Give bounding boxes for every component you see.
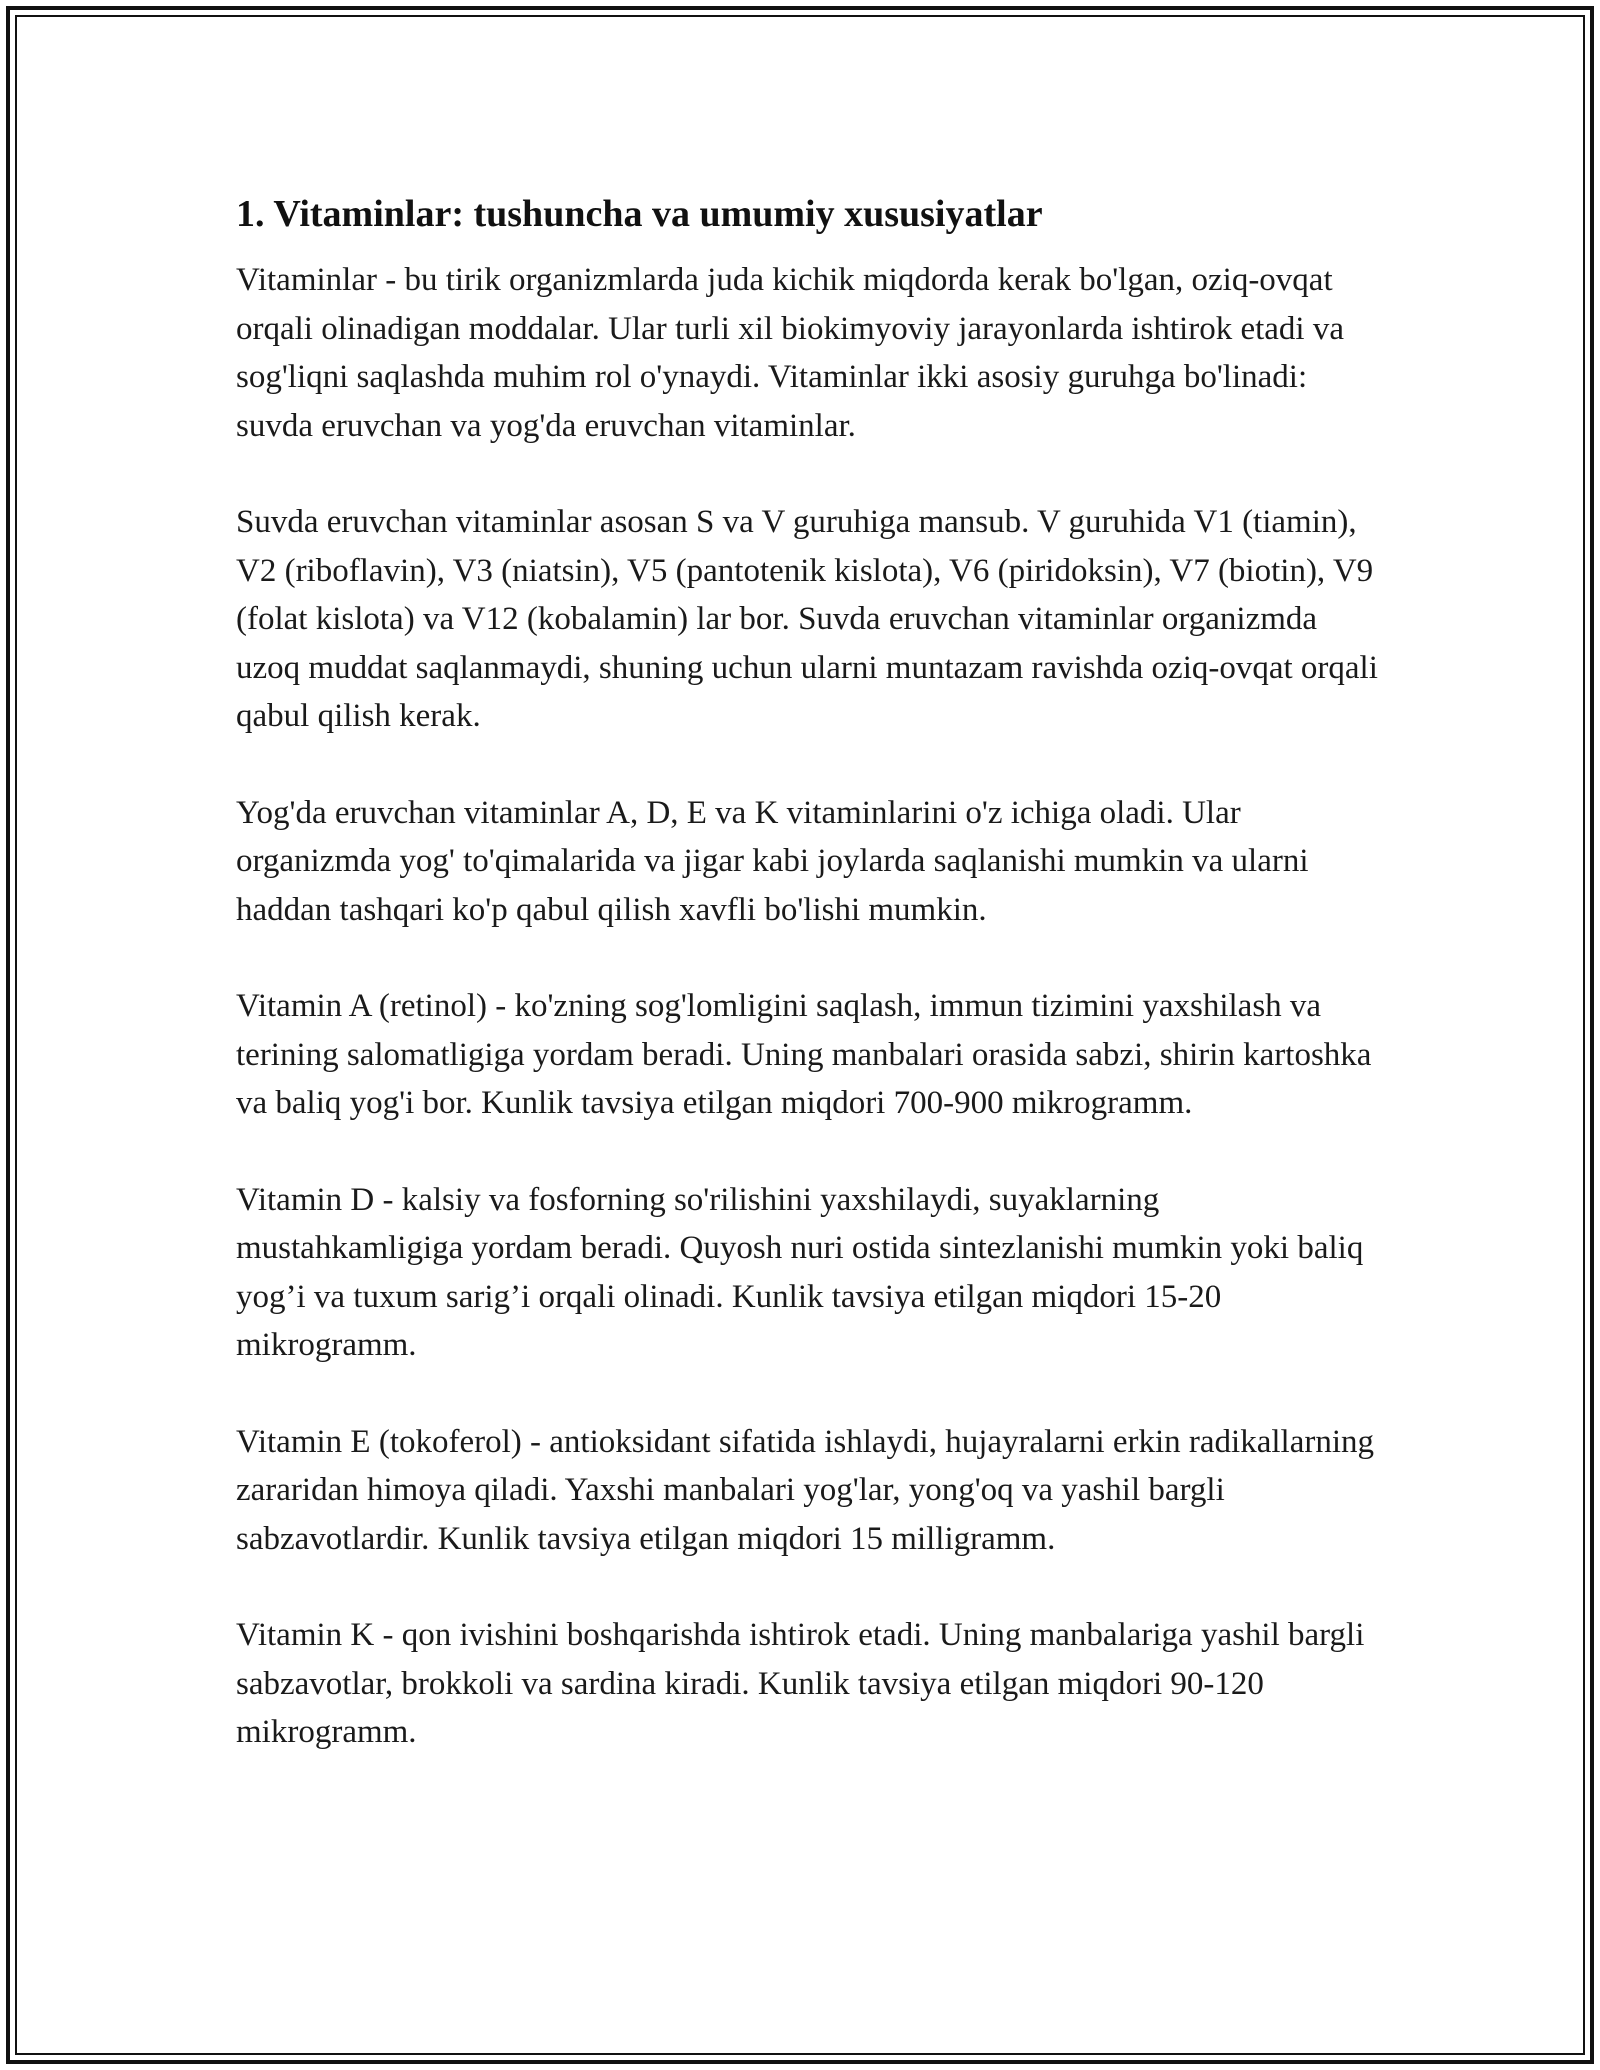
paragraph-vitamin-d: Vitamin D - kalsiy va fosforning so'rilishini yaxshilaydi, suyaklarning mustahkamligiga yordam beradi. Quyosh nuri ostida sintezlanishi mumkin yoki baliq yog’i va tuxum sarig’i orqali olinadi. Kunlik tavsiya etilgan miqdori 15-20 mikrogramm. (236, 1181, 1364, 1363)
paragraph-vitamin-a: Vitamin A (retinol) - ko'zning sog'lomligini saqlash, immun tizimini yaxshilash va terining salomatligiga yordam beradi. Uning manbalari orasida sabzi, shirin kartoshka va baliq yog'i bor. Kunlik tavsiya etilgan miqdori 700-900 mikrogramm. (236, 988, 1372, 1121)
section-heading: 1. Vitaminlar: tushuncha va umumiy xususiyatlar (236, 193, 1043, 235)
paragraph-vitamin-k: Vitamin K - qon ivishini boshqarishda ishtirok etadi. Uning manbalariga yashil bargli sabzavotlar, brokkoli va sardina kiradi. Kunlik tavsiya etilgan miqdori 90-120 mikrogramm. (236, 1617, 1365, 1750)
paragraph-water-soluble: Suvda eruvchan vitaminlar asosan S va V guruhiga mansub. V guruhida V1 (tiamin), V2 (riboflavin), V3 (niatsin), V5 (pantotenik kislota), V6 (piridoksin), V7 (biotin), V9 (folat kislota) va V12 (kobalamin) lar bor. Suvda eruvchan vitaminlar organizmda uzoq muddat saqlanmaydi, shuning uchun ularni muntazam ravishda oziq-ovqat orqali qabul qilish kerak. (236, 504, 1378, 734)
paragraph-intro: Vitaminlar - bu tirik organizmlarda juda kichik miqdorda kerak bo'lgan, oziq-ovqat orqali olinadigan moddalar. Ular turli xil biokimyoviy jarayonlarda ishtirok etadi va sog'liqni saqlashda muhim rol o'ynaydi. Vitaminlar ikki asosiy guruhga bo'linadi: suvda eruvchan va yog'da eruvchan vitaminlar. (236, 262, 1344, 444)
paragraph-vitamin-e: Vitamin E (tokoferol) - antioksidant sifatida ishlaydi, hujayralarni erkin radikallarning zararidan himoya qiladi. Yaxshi manbalari yog'lar, yong'oq va yashil bargli sabzavotlardir. Kunlik tavsiya etilgan miqdori 15 milligramm. (236, 1423, 1375, 1557)
document-body (236, 188, 1386, 1805)
paragraph-fat-soluble: Yog'da eruvchan vitaminlar A, D, E va K vitaminlarini o'z ichiga oladi. Ular organizmda yog' to'qimalarida va jigar kabi joylarda saqlanishi mumkin va ularni haddan tashqari ko'p qabul qilish xavfli bo'lishi mumkin. (236, 794, 1309, 928)
